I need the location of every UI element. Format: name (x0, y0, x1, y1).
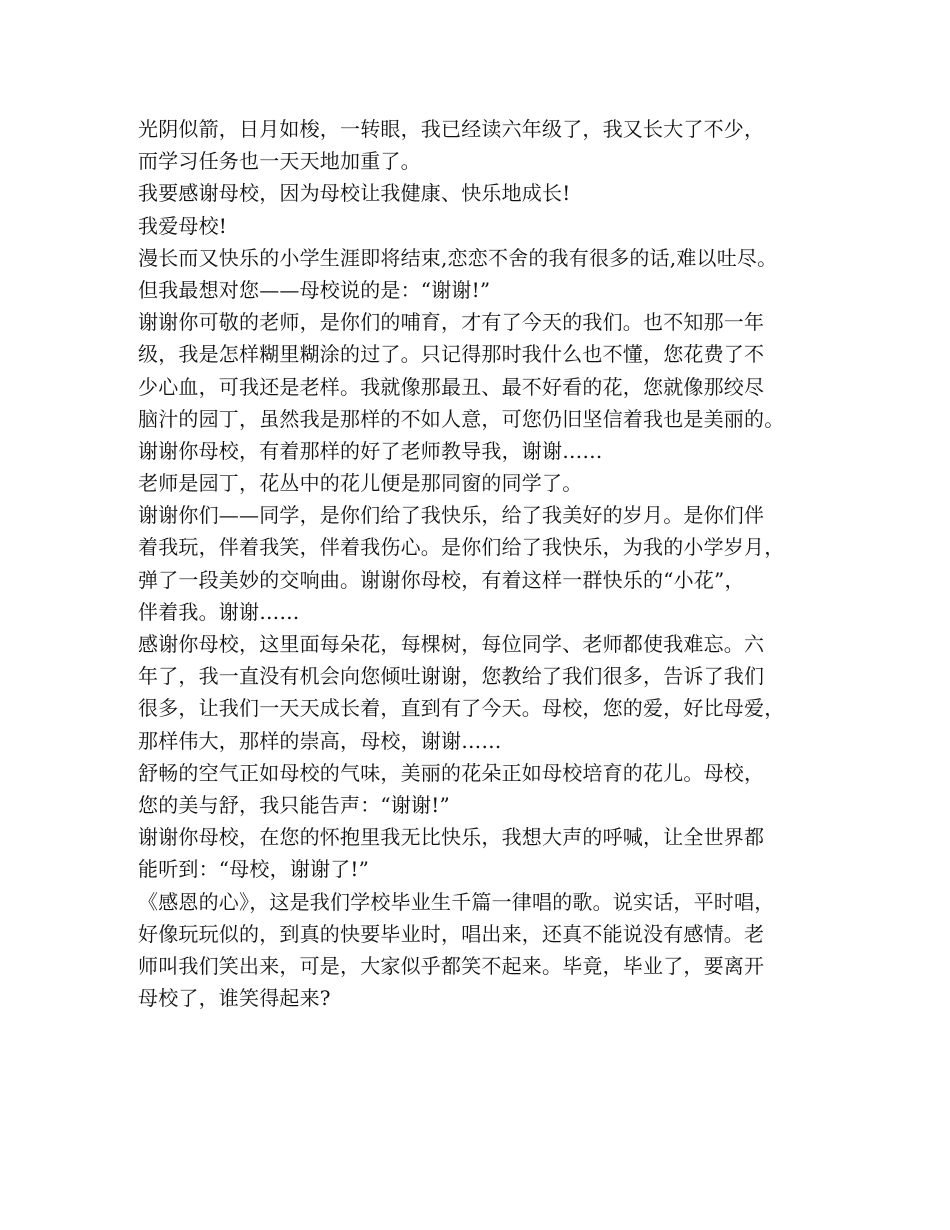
text-line: 好像玩玩似的，到真的快要毕业时，唱出来，还真不能说没有感情。老 (138, 921, 765, 946)
text-line: 我要感谢母校，因为母校让我健康、快乐地成长! (138, 181, 571, 206)
text-line: 伴着我。谢谢…… (138, 599, 300, 624)
text-line: 您的美与舒，我只能告声：“谢谢!” (138, 792, 450, 817)
text-line: 脑汁的园丁，虽然我是那样的不如人意，可您仍旧坚信着我也是美丽的。 (138, 406, 785, 431)
text-line: 而学习任务也一天天地加重了。 (138, 149, 421, 174)
text-line: 师叫我们笑出来，可是，大家似乎都笑不起来。毕竟，毕业了，要离开 (138, 953, 765, 978)
text-line: 我爱母校! (138, 213, 228, 238)
text-line: 舒畅的空气正如母校的气味，美丽的花朵正如母校培育的花儿。母校， (138, 760, 765, 785)
text-line: 漫长而又快乐的小学生涯即将结束,恋恋不舍的我有很多的话,难以吐尽。 (138, 245, 778, 270)
text-line: 级，我是怎样糊里糊涂的过了。只记得那时我什么也不懂，您花费了不 (138, 342, 765, 367)
text-line: 谢谢你母校，在您的怀抱里我无比快乐，我想大声的呼喊，让全世界都 (138, 825, 765, 850)
text-line: 很多，让我们一天天成长着，直到有了今天。母校，您的爱，好比母爱， (138, 696, 785, 721)
text-line: 但我最想对您——母校说的是：“谢谢!” (138, 277, 491, 302)
text-line: 《感恩的心》，这是我们学校毕业生千篇一律唱的歌。说实话，平时唱， (138, 889, 775, 914)
text-line: 谢谢你们——同学，是你们给了我快乐，给了我美好的岁月。是你们伴 (138, 503, 765, 528)
text-line: 谢谢你母校，有着那样的好了老师教导我，谢谢…… (138, 438, 603, 463)
text-line: 着我玩，伴着我笑，伴着我伤心。是你们给了我快乐，为我的小学岁月， (138, 535, 785, 560)
text-line: 谢谢你可敬的老师，是你们的哺育，才有了今天的我们。也不知那一年 (138, 310, 765, 335)
text-line: 弹了一段美妙的交响曲。谢谢你母校，有着这样一群快乐的“小花”， (138, 567, 745, 592)
text-line: 能听到：“母校，谢谢了!” (138, 857, 370, 882)
text-line: 感谢你母校，这里面每朵花，每棵树，每位同学、老师都使我难忘。六 (138, 632, 765, 656)
text-line: 母校了，谁笑得起来? (138, 986, 331, 1011)
text-line: 那样伟大，那样的崇高，母校，谢谢…… (138, 728, 502, 753)
text-line: 少心血，可我还是老样。我就像那最丑、最不好看的花，您就像那绞尽 (138, 374, 765, 399)
text-line: 年了，我一直没有机会向您倾吐谢谢，您教给了我们很多，告诉了我们 (138, 664, 765, 689)
text-line: 老师是园丁，花丛中的花儿便是那同窗的同学了。 (138, 471, 583, 496)
document-body (138, 113, 828, 1014)
text-line: 光阴似箭，日月如梭，一转眼，我已经读六年级了，我又长大了不少， (138, 117, 765, 141)
